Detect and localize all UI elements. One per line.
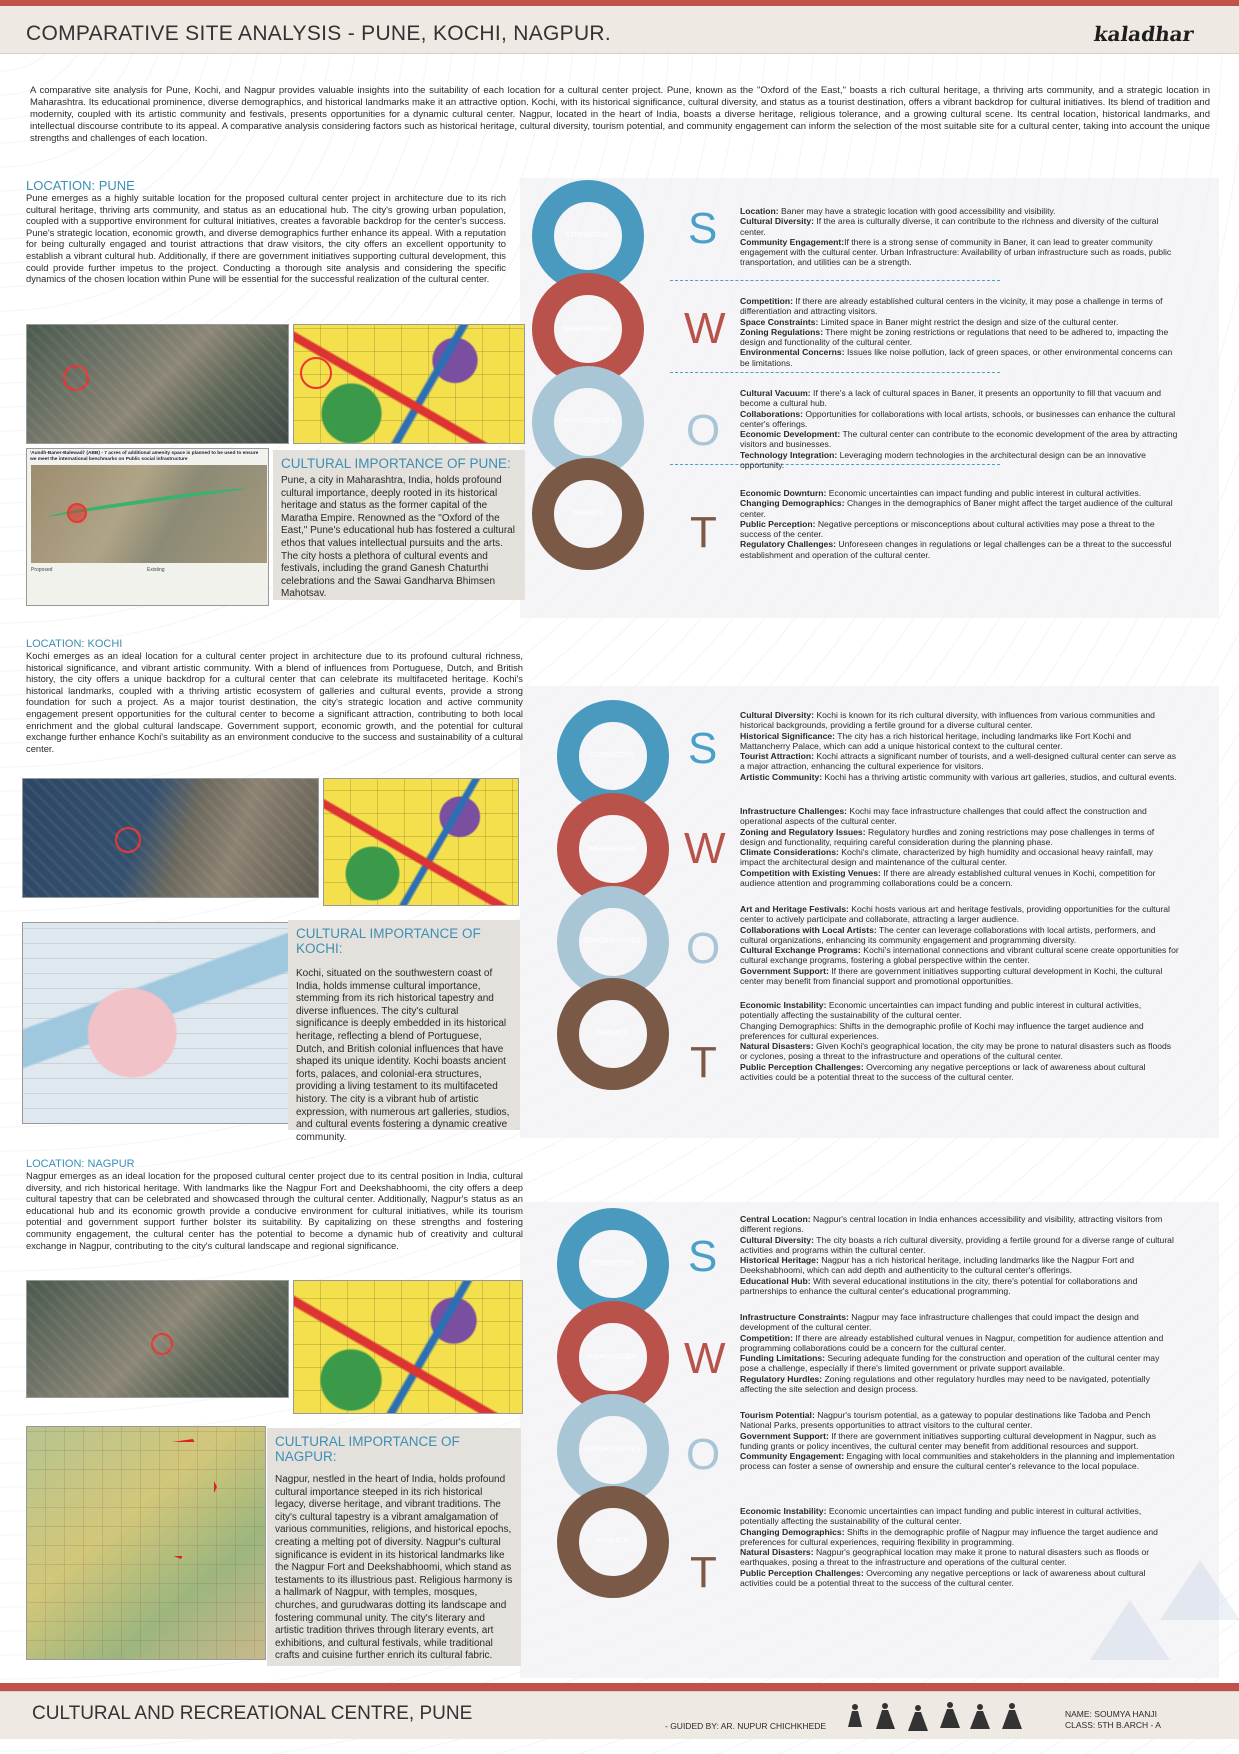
swot-item: [740, 751, 1180, 772]
pune-cultural-importance: [273, 450, 525, 600]
letter-o: O: [686, 924, 721, 973]
swot-item: [740, 1353, 1180, 1374]
swot-item-title: Infrastructure Challenges:: [740, 806, 847, 816]
swot-item-text: If there are already established cultural venues in Kochi, competition for audience attention and programming collaborations could be a concern.: [740, 867, 1156, 889]
swot-item: [740, 731, 1180, 752]
swot-item-text: If there are government initiatives supporting cultural development in Kochi, the cultural center may benefit from financial support and promotional opportunities.: [740, 965, 1163, 987]
swot-item-text: If there's a lack of cultural spaces in Baner, it presents an opportunity to fill that vacuum and become a cultural hub.: [740, 388, 1162, 409]
swot-item-title: Cultural Vacuum:: [740, 388, 811, 398]
swot-item-title: Collaborations with Local Artists:: [740, 924, 877, 935]
swot-item-text: Zoning regulations and other regulatory hurdles may need to be navigated, potentially affecting the site selection and design process.: [740, 1373, 1150, 1395]
swot-item: [740, 904, 1180, 925]
swot-item-text: Unforeseen changes in regulations or legal challenges can be a threat to the successful establishment and operation of the cultural center.: [740, 539, 1172, 560]
swot-item-text: Nagpur's tourism potential, as a gateway to popular destinations like Tadoba and Pench National Parks, presents opportunities to attract visitors to the cultural center.: [740, 1410, 1151, 1431]
strengths-label: STRENGTHS: [590, 1260, 634, 1267]
legend-proposed: Proposed: [31, 567, 53, 573]
swot-item-title: Climate Considerations:: [740, 847, 839, 858]
swot-item: [740, 347, 1180, 368]
swot-item-title: Zoning and Regulatory Issues:: [740, 826, 866, 837]
swot-item-text: The center can leverage collaborations with local artists, performers, and cultural organizations, enhancing its community engagement and programming diversity.: [740, 924, 1156, 945]
nagpur-ci-text: Nagpur, nestled in the heart of India, holds profound cultural importance steeped in its rich historical legacy, diverse heritage, and vibrant traditions. The city's cultural tapestry is a vibrant amalgamation of various communities, religions, and historical epochs, creating a melting pot of diversity. Nagpur's cultural significance is evident in its historical landmarks like the Nagpur Fort and Deekshabhoomi, which stand as testaments to its illustrious past. Religious harmony is a hallmark of Nagpur, with temples, mosques, churches, and gurudwaras dotting its landscape and fostering communal unity. The city's literary and artistic tradition thrives through literary events, art exhibitions, and cultural festivals, while traditional crafts and cuisine further enrich its cultural fabric.: [275, 1474, 513, 1662]
swot-item-title: Public Perception Challenges:: [740, 1061, 864, 1072]
swot-item: [740, 1255, 1180, 1276]
swot-item: [740, 429, 1180, 450]
nagpur-ci-heading: CULTURAL IMPORTANCE OF NAGPUR:: [275, 1434, 460, 1464]
swot-item: [740, 296, 1180, 317]
swot-item-title: Educational Hub:: [740, 1275, 811, 1286]
swot-item-title: Location:: [740, 206, 779, 216]
swot-item-text: Nagpur's central location in India enhances accessibility and visibility, attracting visitors from different regions.: [740, 1214, 1163, 1235]
swot-item-text: The cultural center can contribute to the economic development of the area by attracting visitors and businesses.: [740, 429, 1178, 450]
swot-item: [740, 806, 1180, 827]
swot-item-text: Baner may have a strategic location with good accessibility and visibility.: [778, 206, 1056, 216]
swot-item-text: Leveraging modern technologies in the architectural design can be an innovative opportunity.: [740, 449, 1146, 471]
divider: [670, 280, 1000, 281]
swot-item-text: Issues like noise pollution, lack of green spaces, or other environmental concerns can be limitations.: [740, 347, 1173, 368]
nagpur-threats-list: [740, 1506, 1180, 1588]
swot-item: [740, 317, 1180, 327]
swot-item: [740, 1041, 1180, 1062]
opportunities-label: OPPORTUNITIES: [583, 938, 641, 945]
weaknesses-label: WEAKNESSES: [587, 1354, 637, 1361]
swot-item-text: If there are already established cultural venues in Nagpur, competition for audience attention and programming collaborations could be a concern for the cultural center.: [740, 1332, 1164, 1353]
site-marker: [67, 503, 87, 523]
nagpur-heading: LOCATION: NAGPUR: [26, 1158, 135, 1170]
threats-label: THREATS: [595, 1030, 629, 1037]
swot-item-title: Historical Significance:: [740, 730, 836, 741]
swot-item-title: Cultural Diversity:: [740, 710, 815, 720]
swot-item-text: The city boasts a rich cultural diversity, providing a fertile ground for a diverse range of cultural activities and programs within the cultural center.: [740, 1234, 1174, 1255]
swot-item-text: Nagpur's geographical location may make it prone to natural disasters such as floods or earthquakes, posing a threat to the infrastructure and operations of the cultural center.: [740, 1547, 1150, 1568]
site-marker: [151, 1333, 173, 1355]
swot-item: [740, 1451, 1180, 1472]
pune-strengths-list: [740, 206, 1180, 268]
swot-item: [740, 1547, 1180, 1568]
swot-item: [740, 710, 1180, 731]
footer: [0, 1683, 1239, 1754]
pune-ci-text: Pune, a city in Maharashtra, India, holds profound cultural importance, deeply rooted in its historical heritage and status as the former capital of the Maratha Empire. Renowned as the "Oxford of the East," Pune's educational hub has fostered a cultural ethos that values intellectual pursuits and the arts. The city hosts a plethora of cultural events and festivals, including the grand Ganesh Chaturthi celebrations and the Sawai Gandharva Bhimsen Mahotsav.: [281, 475, 515, 600]
kochi-strengths-list: [740, 710, 1180, 782]
weaknesses-label: WEAKNESSES: [587, 846, 637, 853]
nagpur-paragraph: Nagpur emerges as an ideal location for the proposed cultural center project due to its central position in India, cultural diversity, and rich historical heritage. With landmarks like the Nagpur Fort and Deekshabhoomi, the city offers a deep cultural tapestry that can be celebrated and showcased through the cultural center. Additionally, Nagpur's status as an educational hub and its economic growth provide a conducive environment for cultural initiatives, while its tourism potential and government support further bolster its suitability. By capitalizing on these strengths and fostering community engagement, the cultural center has the potential to become a dynamic hub of creativity and cultural exchange in Nagpur, contributing to the city's cultural landscape and regional significance.: [26, 1170, 523, 1251]
threats-label: THREATS: [570, 510, 604, 517]
nagpur-cultural-importance: [267, 1428, 521, 1666]
swot-item: [740, 1214, 1180, 1235]
swot-item-text: Negative perceptions or misconceptions about cultural activities may pose a threat to the success of the center.: [740, 518, 1155, 540]
swot-item: [740, 945, 1180, 966]
swot-item-text: Nagpur may face infrastructure challenges that could impact the design and development of the cultural center.: [740, 1312, 1139, 1333]
letter-s: S: [688, 1232, 718, 1281]
swot-item-text: Kochi has a thriving artistic community with various art galleries, studios, and cultural events.: [822, 771, 1177, 782]
swot-item: [740, 1062, 1180, 1083]
swot-item: [740, 1312, 1180, 1333]
site-boundary: [97, 1439, 217, 1559]
swot-item-text: Opportunities for collaborations with local artists, schools, or businesses can enhance the cultural center's offerings.: [740, 408, 1176, 429]
pune-weaknesses-list: [740, 296, 1180, 368]
swot-item-text: If there are government initiatives supporting cultural development in Nagpur, such as funding grants or policy incentives, the cultural center may benefit from additional resources and support.: [740, 1430, 1157, 1451]
pune-heading: LOCATION: PUNE: [26, 178, 135, 193]
divider: [670, 372, 1000, 373]
swot-item-title: Economic Instability:: [740, 1506, 827, 1516]
swot-item-text: Economic uncertainties can impact funding and public interest in cultural activities, potentially affecting the sustainability of the cultural center.: [740, 1000, 1142, 1021]
swot-item-title: Space Constraints:: [740, 316, 819, 327]
kochi-section: [0, 638, 1239, 1143]
swot-item-title: Central Location:: [740, 1214, 811, 1224]
swot-item-title: Competition:: [740, 1332, 793, 1343]
swot-item-text: Kochi is known for its rich cultural diversity, with influences from various communities and historical backgrounds, providing a fertile ground for a diverse cultural center.: [740, 710, 1155, 731]
page-title: COMPARATIVE SITE ANALYSIS - PUNE, KOCHI, NAGPUR.: [26, 22, 612, 45]
swot-item: [740, 1276, 1180, 1297]
kaladhar-logo: kaladhar: [1091, 22, 1195, 46]
swot-item-title: Regulatory Challenges:: [740, 539, 836, 550]
pune-threats-list: [740, 488, 1180, 560]
swot-item: [740, 388, 1180, 409]
strengths-label: STRENGTHS: [590, 752, 634, 759]
swot-item-title: Cultural Diversity:: [740, 216, 815, 227]
footer-title: CULTURAL AND RECREATIONAL CENTRE, PUNE: [32, 1703, 473, 1724]
swot-item: [740, 327, 1180, 348]
swot-item-title: Art and Heritage Festivals:: [740, 904, 849, 914]
swot-item-title: Public Perception:: [740, 518, 816, 529]
pune-zoning-map: [293, 324, 525, 444]
swot-item: [740, 488, 1180, 498]
swot-item: [740, 847, 1180, 868]
swot-item-title: Community Engagement:: [740, 1451, 845, 1462]
swot-item: [740, 1374, 1180, 1395]
kochi-weaknesses-list: [740, 806, 1180, 888]
swot-item-title: Government Support:: [740, 1430, 829, 1441]
decor-triangle: [1160, 1560, 1239, 1620]
amenity-caption: 'Aundh-Baner-Balewadi' (ABB) - 7 acres of additional amenity space is planned to be used to ensure we meet the international benchmarks on Public social infrastructure: [30, 451, 259, 462]
swot-item-text: Shifts in the demographic profile of Nagpur may influence the target audience and preferences for cultural experiences, requiring flexibility in programming.: [740, 1526, 1158, 1547]
swot-item: [740, 1431, 1180, 1452]
header: [0, 0, 1239, 72]
swot-item-title: Government Support:: [740, 965, 829, 976]
letter-o: O: [686, 406, 721, 455]
letter-t: T: [690, 1038, 717, 1087]
swot-item-text: With several educational institutions in the city, there's potential for collaborations and partnerships to enhance the cultural center's educational programming.: [740, 1275, 1138, 1297]
swot-item-title: Tourist Attraction:: [740, 751, 814, 762]
swot-item-text: If there are already established cultural centers in the vicinity, it may pose a challenge in terms of differentiation and attracting visitors.: [740, 296, 1163, 317]
swot-item-text: Regulatory hurdles and zoning restrictions may pose challenges in terms of design and functionality, requiring careful consideration during the planning phase.: [740, 826, 1155, 847]
swot-item-title: Economic Instability:: [740, 1000, 827, 1010]
swot-item-title: Public Perception Challenges:: [740, 1567, 864, 1578]
kochi-cultural-importance: [288, 920, 520, 1143]
swot-item-title: Natural Disasters:: [740, 1041, 814, 1052]
swot-item: [740, 216, 1180, 237]
swot-item: [740, 966, 1180, 987]
letter-s: S: [688, 204, 718, 253]
swot-item: [740, 925, 1180, 946]
swot-item-text: Economic uncertainties can impact funding and public interest in cultural activities.: [826, 488, 1142, 498]
swot-item-title: Historical Heritage:: [740, 1255, 819, 1266]
swot-item-title: Collaborations:: [740, 408, 804, 419]
swot-item: [740, 1333, 1180, 1354]
guide-name: - GUIDED BY: AR. NUPUR CHICHKHEDE: [665, 1721, 827, 1731]
swot-item-text: Limited space in Baner might restrict the design and size of the cultural center.: [818, 316, 1119, 327]
swot-item: [740, 1235, 1180, 1256]
swot-item: [740, 1506, 1180, 1527]
swot-item: [740, 237, 1180, 268]
swot-item-text: The city has a rich historical heritage, including landmarks like Fort Kochi and Mattancherry Palace, which can add a unique historical context to the cultural center.: [740, 730, 1132, 751]
swot-item-title: Environmental Concerns:: [740, 347, 845, 358]
swot-item-title: Cultural Diversity:: [740, 1234, 815, 1245]
dancers-silhouette-icon: [840, 1699, 1040, 1737]
nagpur-opportunities-list: [740, 1410, 1180, 1472]
swot-item: [740, 772, 1180, 782]
swot-item-title: Tourism Potential:: [740, 1410, 815, 1420]
pune-opportunities-list: [740, 388, 1180, 470]
kochi-paragraph: Kochi emerges as an ideal location for a cultural center project in architecture due to its profound cultural richness, historical significance, and vibrant artistic community. With a blend of influences from Portuguese, Dutch, and British history, the city offers a unique backdrop for a cultural center that can celebrate its multifaceted heritage. Kochi's historical landmarks, coupled with a thriving artistic ecosystem of galleries and cultural events, provide a strong foundation for such a project. As a major tourist destination, the city's strategic location and active community engagement present opportunities for the cultural center to become a significant attraction, contributing to both local enrichment and the global cultural landscape. Government support, economic growth, and the potential for cultural exchange further enhance Kochi's suitability as an environment conducive to the success and sustainability of a cultural center.: [26, 650, 523, 754]
letter-w: W: [684, 1334, 726, 1383]
opportunities-label: OPPORTUNITIES: [583, 1446, 641, 1453]
site-marker: [300, 357, 332, 389]
letter-o: O: [686, 1430, 721, 1479]
kochi-planning-map: [22, 922, 297, 1124]
student-name: NAME: SOUMYA HANJI: [1065, 1709, 1157, 1719]
swot-item-title: Changing Demographics:: [740, 1526, 845, 1537]
decor-triangle: [1090, 1600, 1170, 1660]
kochi-ci-text: Kochi, situated on the southwestern coast of India, holds immense cultural importance, stemming from its rich historical tapestry and diverse influences. The city's cultural significance is deeply embedded in its historical heritage, reflecting a blend of Portuguese, Dutch, and British colonial influences that have shaped its unique identity. Kochi boasts ancient forts, palaces, and colonial-era structures, providing a living testament to its multifaceted history. The city is a vibrant hub of artistic expression, with numerous art galleries, studios, and cultural events fostering a dynamic creative community.: [296, 968, 510, 1143]
pune-amenity-map: [26, 448, 269, 606]
swot-item: [740, 519, 1180, 540]
swot-item-title: Community Engagement:: [740, 236, 845, 247]
swot-item-text: If there is a strong sense of community in Baner, it can lead to greater community engagement with the cultural center. Urban Infrastructure: Availability of urban infrastructure such as roads, public transportation, and utilities can be a strength.: [740, 236, 1172, 268]
pune-paragraph: Pune emerges as a highly suitable location for the proposed cultural center project in architecture due to its rich cultural heritage, thriving arts community, and status as an educational hub. The city's growing urban population, coupled with a supportive environment for cultural initiatives, creates a favorable backdrop for the center's success. Pune's strategic location, economic growth, and diverse demographics further enhance its appeal. With a reputation for being culturally engaged and tourist attractions that draw visitors, the city offers an excellent opportunity to establish a vibrant cultural hub. Additionally, if there are government initiatives supporting cultural development, this could provide further impetus to the project. Conducting a thorough site analysis and considering the specific dynamics of the chosen location within Pune will be essential for the successful realization of the cultural center.: [26, 192, 506, 285]
nagpur-satellite-map: [26, 1280, 289, 1398]
swot-item-text: Kochi attracts a significant number of tourists, and a well-designed cultural center can serve as a major attraction, enhancing the cultural experience for visitors.: [740, 751, 1177, 772]
swot-item: [740, 1410, 1180, 1431]
student-class: CLASS: 5TH B.ARCH - A: [1065, 1720, 1161, 1730]
pune-section: [0, 178, 1239, 618]
site-marker: [63, 365, 89, 391]
swot-item: [740, 206, 1180, 216]
swot-item-title: Competition:: [740, 296, 793, 306]
student-info: [1065, 1709, 1161, 1731]
pune-ci-heading: CULTURAL IMPORTANCE OF PUNE:: [281, 456, 511, 471]
swot-item: [740, 450, 1180, 471]
swot-item-title: Competition with Existing Venues:: [740, 867, 881, 878]
swot-item-text: Overcoming any negative perceptions or lack of awareness about cultural activities could be a potential threat to the success of the cultural center.: [740, 1061, 1146, 1083]
kochi-zoning-map: [323, 778, 519, 906]
letter-t: T: [690, 508, 717, 557]
letter-s: S: [688, 724, 718, 773]
kochi-satellite-map: [22, 778, 319, 898]
swot-item-text: Kochi may face infrastructure challenges that could affect the construction and operational aspects of the cultural center.: [740, 806, 1147, 827]
swot-item: [740, 1568, 1180, 1589]
swot-item: [740, 868, 1180, 889]
swot-item-title: Infrastructure Constraints:: [740, 1312, 849, 1322]
strengths-label: STRENGTHS: [565, 232, 609, 239]
swot-item: [740, 1527, 1180, 1548]
letter-t: T: [690, 1548, 717, 1597]
kochi-opportunities-list: [740, 904, 1180, 986]
nagpur-site-map: [26, 1426, 266, 1660]
swot-item-text: Kochi's international connections and vibrant cultural scene create opportunities for cultural exchange programs, fostering a global perspective within the center.: [740, 945, 1179, 966]
site-marker: [115, 827, 141, 853]
swot-item-text: Kochi's climate, characterized by high humidity and occasional heavy rainfall, may impact the architectural design and maintenance of the cultural center.: [740, 847, 1153, 868]
letter-w: W: [684, 304, 726, 353]
swot-item: [740, 539, 1180, 560]
weaknesses-label: WEAKNESSES: [562, 326, 612, 333]
footer-accent-bar: [0, 1683, 1239, 1691]
kochi-ci-heading: CULTURAL IMPORTANCE OF KOCHI:: [296, 926, 481, 956]
swot-item-title: Economic Downturn:: [740, 488, 827, 498]
opportunities-label: OPPORTUNITIES: [558, 418, 616, 425]
kochi-threats-list: [740, 1000, 1180, 1082]
swot-item: Changing Demographics: Shifts in the demographic profile of Kochi may influence the target audience and preferences for cultural experiences.: [740, 1020, 1144, 1041]
nagpur-strengths-list: [740, 1214, 1180, 1296]
swot-item-text: Changes in the demographics of Baner might affect the target audience of the cultural center.: [740, 498, 1173, 519]
intro-paragraph: A comparative site analysis for Pune, Kochi, and Nagpur provides valuable insights into the suitability of each location for a cultural center project. Pune, known as the "Oxford of the East," boasts a rich cultural heritage, a thriving arts community, and a strategic location in Maharashtra. Its educational prominence, diverse demographics, and historical landmarks make it an attractive option. Kochi, with its historical significance, cultural diversity, and status as a tourist destination, offers a vibrant backdrop for cultural initiatives. Its blend of tradition and modernity, coupled with its artistic community and festivals, presents opportunities for a dynamic cultural center. Nagpur, located in the heart of India, boasts a diverse heritage, religious tolerance, and a growing cultural scene. Its central location, historical landmarks, and intellectual discourse contribute to its appeal. A comparative analysis considering factors such as historical heritage, cultural diversity, tourism potential, and community engagement can inform the selection of the most suitable site for a cultural center, taking into account the unique strengths and challenges of each location.: [30, 85, 1210, 144]
swot-item: [740, 1000, 1180, 1021]
swot-item-title: Funding Limitations:: [740, 1353, 825, 1364]
swot-item-text: There might be zoning restrictions or regulations that need to be adhered to, impacting the design and functionality of the cultural center.: [740, 326, 1169, 348]
swot-item-title: Economic Development:: [740, 429, 841, 440]
pune-satellite-map: [26, 324, 289, 444]
swot-item-text: Engaging with local communities and stakeholders in the planning and implementation process can foster a sense of ownership and ensure the cultural center's relevance to the local populace.: [740, 1451, 1175, 1472]
swot-item-title: Natural Disasters:: [740, 1547, 814, 1558]
nagpur-zoning-map: [293, 1280, 523, 1414]
swot-item-text: Nagpur has a rich historical heritage, including landmarks like the Nagpur Fort and Deekshabhoomi, which can add depth and authenticity to the cultural center's offerings.: [740, 1255, 1135, 1276]
swot-item-text: Given Kochi's geographical location, the city may be prone to natural disasters such as floods or cyclones, posing a threat to the infrastructure and operations of the cultural center.: [740, 1041, 1172, 1062]
swot-item: [740, 498, 1180, 519]
letter-w: W: [684, 824, 726, 873]
swot-item-title: Changing Demographics:: [740, 498, 845, 509]
kochi-heading: LOCATION: KOCHI: [26, 638, 123, 650]
nagpur-section: [0, 1158, 1239, 1678]
threats-label: THREATS: [595, 1538, 629, 1545]
swot-item-text: Economic uncertainties can impact funding and public interest in cultural activities, potentially affecting the sustainability of the cultural center.: [740, 1506, 1142, 1527]
legend-existing: Existing: [147, 567, 165, 573]
swot-item-title: Artistic Community:: [740, 771, 823, 782]
swot-item-title: Cultural Exchange Programs:: [740, 945, 861, 956]
swot-item: [740, 409, 1180, 430]
swot-item-text: If the area is culturally diverse, it can contribute to the richness and diversity of the cultural center.: [740, 216, 1159, 237]
swot-item-text: Kochi hosts various art and heritage festivals, providing opportunities for the cultural center to actively participate and collaborate, attracting a larger audience.: [740, 904, 1170, 925]
swot-item-title: Regulatory Hurdles:: [740, 1373, 823, 1384]
nagpur-weaknesses-list: [740, 1312, 1180, 1394]
swot-item-text: Overcoming any negative perceptions or lack of awareness about cultural activities could be a potential threat to the success of the cultural center.: [740, 1567, 1146, 1589]
swot-item-title: Zoning Regulations:: [740, 326, 824, 337]
swot-item: [740, 827, 1180, 848]
swot-item-text: Securing adequate funding for the construction and operation of the cultural center may pose a challenge, especially if there's limited government or private support available.: [740, 1353, 1160, 1374]
swot-item-title: Technology Integration:: [740, 449, 838, 460]
